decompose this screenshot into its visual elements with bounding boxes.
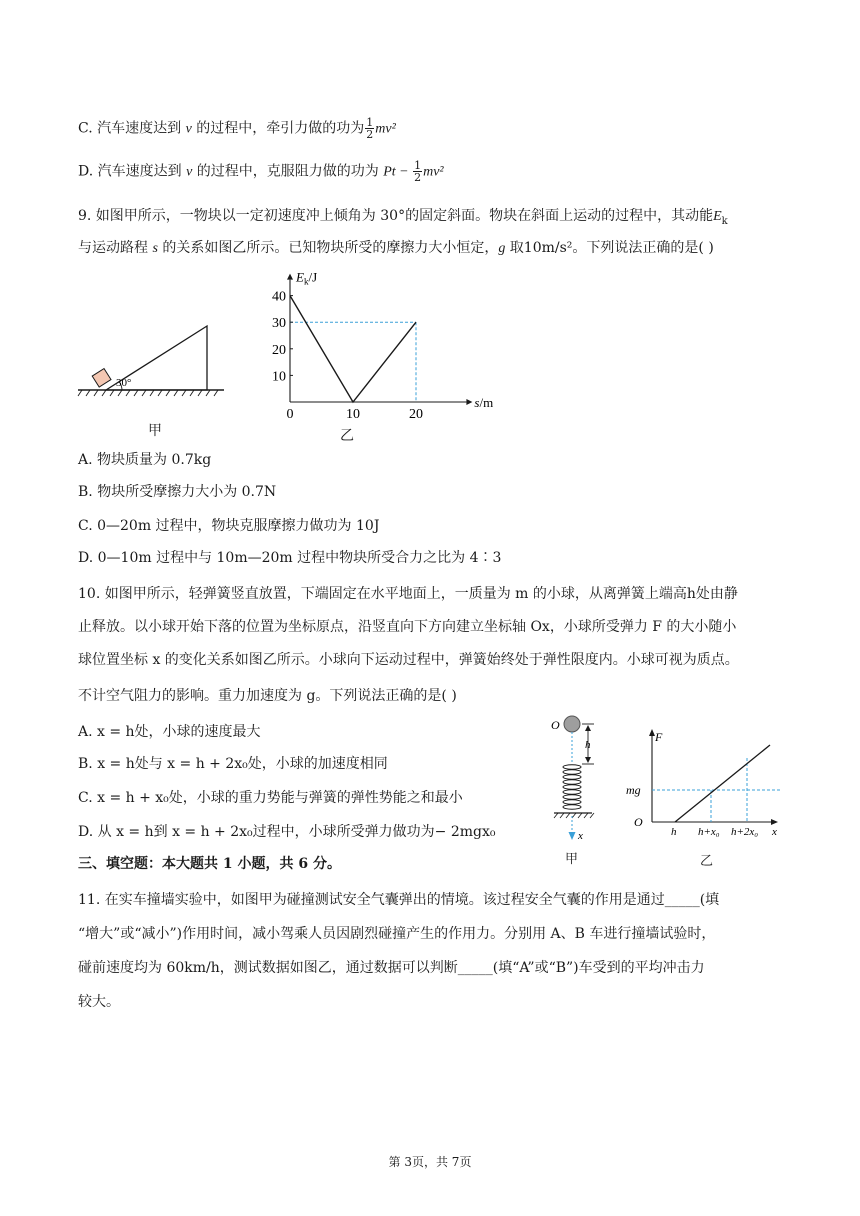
q10-fig-a-caption: 甲: [565, 852, 579, 867]
q9-line2-a: 与运动路程: [78, 240, 153, 256]
q9-stem-line-1: [78, 206, 728, 232]
h2x0-tick-label: h+2x₀: [731, 826, 759, 838]
q9-line1-text: 9. 如图甲所示，一物块以一定初速度冲上倾角为 30°的固定斜面。物块在斜面上运动的过程中，其动能: [78, 208, 714, 224]
y-tick-label: 30: [272, 316, 286, 332]
q10-option-b: B. x = h处与 x = h + 2x₀处，小球的加速度相同: [78, 756, 388, 772]
q8-c-tail: mv²: [375, 121, 396, 137]
q10-option-a: A. x = h处，小球的速度最大: [78, 724, 261, 740]
q11-line-1: 11. 在实车撞墙实验中，如图甲为碰撞测试安全气囊弹出的情境。该过程安全气囊的作用是通过_____(填: [78, 892, 720, 908]
q8-d-tail: mv²: [423, 164, 444, 180]
q8-d-frac-den: 2: [414, 171, 422, 184]
q10-stem-line-4: 不计空气阻力的影响。重力加速度为 g。下列说法正确的是( ): [78, 688, 457, 704]
x-axis-arrow: [569, 832, 576, 840]
q9-line2-g: g: [498, 241, 506, 256]
q9-fig-a-caption: 甲: [148, 423, 162, 439]
q9-stem-line-2: [78, 238, 714, 259]
chart-y-label-unit: /J: [308, 269, 318, 285]
q10-stem-line-2: 止释放。以小球开始下落的位置为坐标原点，沿竖直向下方向建立坐标轴 Ox，小球所受弹力 F 的大小随小: [78, 619, 737, 635]
q9-incline-figure: [76, 315, 226, 400]
q8-d-frac-num: 1: [414, 159, 422, 172]
section-3-heading: 三、填空题：本大题共 1 小题，共 6 分。: [78, 856, 341, 872]
q11-line-4: 较大。: [78, 994, 120, 1010]
spring-origin-label: O: [551, 718, 560, 732]
ground-hatch: [78, 390, 218, 396]
q10-option-c: C. x = h + x₀处，小球的重力势能与弹簧的弹性势能之和最小: [78, 790, 463, 806]
q8-c-frac-num: 1: [366, 116, 374, 129]
y-axis-arrow: [287, 274, 293, 280]
ball: [564, 716, 580, 732]
hx0-tick-label: h+x₀: [698, 826, 720, 838]
angle-label: 30°: [116, 377, 132, 389]
q9-line2-c: 取10m/s²。下列说法正确的是( ): [505, 240, 714, 256]
page-footer: 第 3页，共 7页: [388, 1155, 472, 1169]
q9-ek-chart: [272, 262, 494, 422]
x-tick-label: 0: [286, 407, 294, 422]
chart-x-label-unit: /m: [479, 395, 494, 410]
chart-y-label-e: E: [296, 269, 304, 285]
h-label: h: [585, 739, 591, 751]
q8-d-fraction: [413, 160, 422, 183]
q10-spring-figure: [545, 712, 610, 862]
q9-ek-sub: k: [721, 215, 728, 227]
mg-label: mg: [626, 783, 641, 797]
q9-ek: E: [713, 209, 722, 224]
chart-y-label: [295, 270, 317, 287]
block: [92, 369, 111, 387]
y-tick-label: 40: [272, 289, 286, 305]
spring-coil: [563, 765, 581, 809]
f-label: F: [655, 730, 663, 744]
q11-line-2: “增大”或“减小”)作用时间，减小驾乘人员因剧烈碰撞产生的作用力。分别用 A、B 车进行撞墙试验时，: [78, 926, 716, 942]
h-tick-label: h: [671, 826, 677, 838]
q8-d-pt: Pt −: [383, 164, 413, 180]
y-tick-label: 10: [272, 369, 286, 385]
q11-line-3: 碰前速度均为 60km/h，测试数据如图乙，通过数据可以判断_____(填“A”或“B”)车受到的平均冲击力: [78, 960, 705, 976]
f-origin-label: O: [634, 815, 643, 829]
q8-c-text-1: C. 汽车速度达到: [78, 120, 186, 137]
q9-option-d: D. 0—10m 过程中与 10m—20m 过程中物块所受合力之比为 4∶3: [78, 550, 502, 566]
x-axis-arrow: [466, 399, 472, 405]
q9-option-b: B. 物块所受摩擦力大小为 0.7N: [78, 484, 277, 500]
q8-c-frac-den: 2: [366, 128, 374, 141]
spring-x-label: x: [578, 830, 583, 842]
q8-c-fraction: [365, 117, 374, 140]
q10-option-d: D. 从 x = h到 x = h + 2x₀过程中，小球所受弹力做功为− 2mgx₀: [78, 824, 496, 840]
q10-stem-line-3: 球位置坐标 x 的变化关系如图乙所示。小球向下运动过程中，弹簧始终处于弹性限度内。小球可视为质点。: [78, 652, 739, 668]
q8-option-d: [78, 160, 444, 183]
q10-force-graph: [620, 725, 785, 840]
q9-line2-s: s: [152, 241, 158, 256]
q10-fig-b-caption: 乙: [700, 854, 714, 869]
chart-x-label: [474, 395, 493, 410]
chart-x-label-s: s: [474, 395, 480, 410]
q8-d-text-2: 的过程中，克服阻力做的功为: [192, 163, 384, 180]
q9-line2-b: 的关系如图乙所示。已知物块所受的摩擦力大小恒定，: [157, 240, 499, 256]
chart-y-label-sub: k: [303, 276, 309, 287]
q8-option-c: [78, 117, 396, 140]
q8-d-text-1: D. 汽车速度达到: [78, 163, 187, 180]
q8-d-var: v: [186, 164, 193, 180]
x-tick-label: 10: [346, 407, 360, 422]
graph-x-label: x: [772, 826, 777, 838]
f-line: [675, 745, 770, 822]
q9-option-c: C. 0—20m 过程中，物块克服摩擦力做功为 10J: [78, 518, 380, 534]
q8-c-text-2: 的过程中，牵引力做的功为: [191, 120, 365, 137]
x-tick-label: 20: [409, 407, 423, 422]
q9-option-a: A. 物块质量为 0.7kg: [78, 452, 212, 468]
y-tick-label: 20: [272, 342, 286, 358]
q9-fig-b-caption: 乙: [340, 428, 354, 444]
ek-series-line: [290, 296, 416, 402]
q10-stem-line-1: 10. 如图甲所示，轻弹簧竖直放置，下端固定在水平地面上，一质量为 m 的小球，从离弹簧上端高h处由静: [78, 586, 738, 602]
q8-c-var: v: [185, 121, 192, 137]
